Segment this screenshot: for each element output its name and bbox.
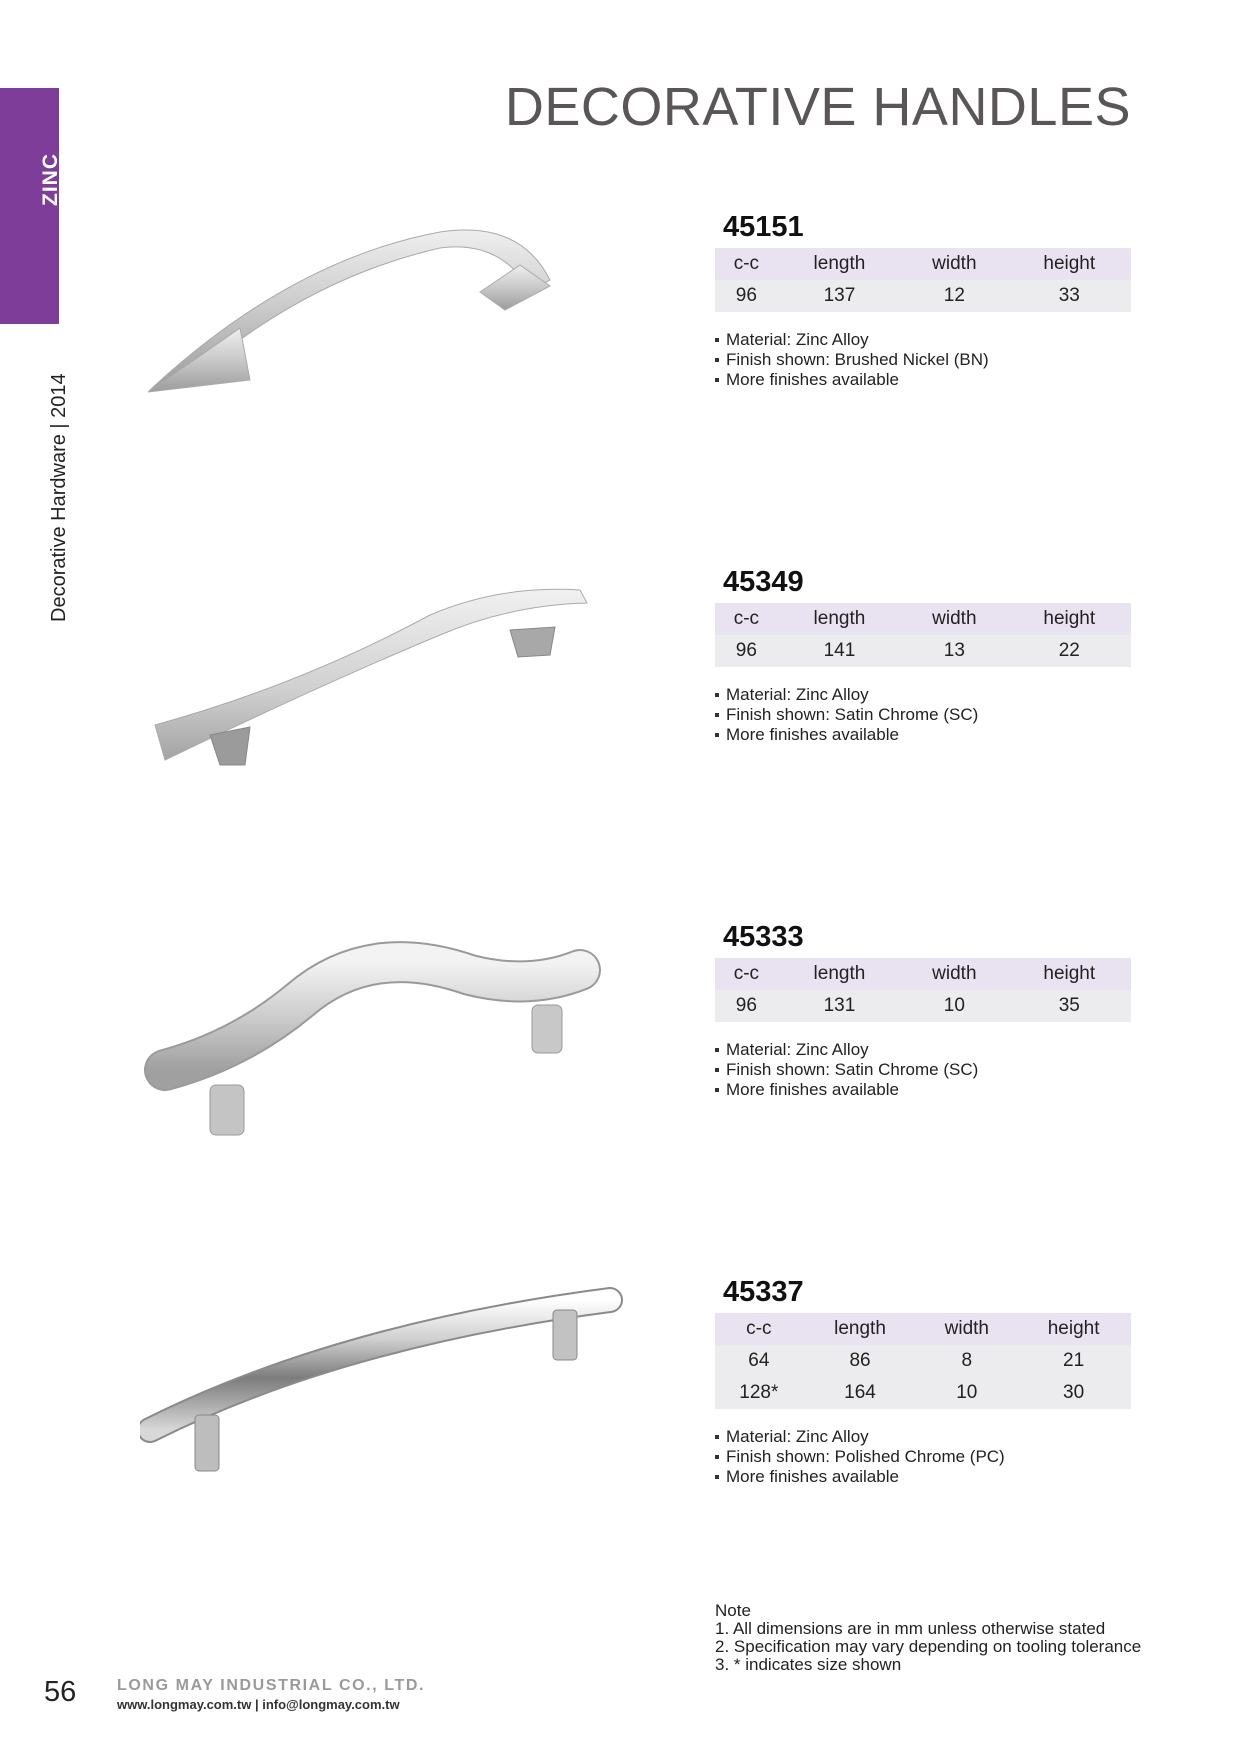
cell-cc: 96 [715,280,778,312]
header-cc: c-c [715,248,778,280]
header-height: height [1008,603,1131,635]
cell-height: 30 [1016,1377,1131,1409]
notes [715,1602,1141,1674]
page-number: 56 [44,1676,77,1708]
feature-item: Material: Zinc Alloy [715,1040,1131,1060]
product-code: 45337 [723,1276,804,1308]
page-title: DECORATIVE HANDLES [504,77,1131,137]
cell-height: 22 [1008,635,1131,667]
spec-header-row [715,603,1131,635]
feature-item: Material: Zinc Alloy [715,330,1131,350]
spec-table [715,248,1131,312]
feature-item: Finish shown: Polished Chrome (PC) [715,1447,1131,1467]
cell-width: 12 [901,280,1007,312]
company-name: LONG MAY INDUSTRIAL CO., LTD. [117,1677,426,1694]
product-code: 45349 [723,566,804,598]
spec-row [715,280,1131,312]
feature-item: Material: Zinc Alloy [715,1427,1131,1447]
header-cc: c-c [715,603,778,635]
note-item: 3. * indicates size shown [715,1655,902,1674]
product-info [715,920,1131,1100]
product-45349 [0,565,1241,865]
feature-item: More finishes available [715,725,1131,745]
spec-row [715,990,1131,1022]
spec-table [715,1313,1131,1409]
cell-height: 21 [1016,1345,1131,1377]
company-contact: www.longmay.com.tw | info@longmay.com.tw [117,1697,400,1712]
feature-list [715,1040,1131,1100]
cell-cc: 96 [715,990,778,1022]
feature-item: Material: Zinc Alloy [715,685,1131,705]
header-width: width [901,603,1007,635]
header-height: height [1008,958,1131,990]
spec-header-row [715,958,1131,990]
header-height: height [1008,248,1131,280]
cell-width: 10 [917,1377,1016,1409]
cell-length: 86 [803,1345,918,1377]
feature-item: More finishes available [715,370,1131,390]
category-tab-label: ZINC [39,153,62,206]
feature-item: Finish shown: Satin Chrome (SC) [715,1060,1131,1080]
header-length: length [803,1313,918,1345]
spec-table [715,603,1131,667]
cell-height: 35 [1008,990,1131,1022]
product-info [715,210,1131,390]
spec-row [715,635,1131,667]
header-width: width [901,248,1007,280]
feature-list [715,330,1131,390]
feature-item: More finishes available [715,1467,1131,1487]
product-45333 [0,920,1241,1220]
feature-list [715,685,1131,745]
spec-header-row [715,248,1131,280]
product-info [715,1275,1131,1487]
cell-cc: 128* [715,1377,803,1409]
feature-item: More finishes available [715,1080,1131,1100]
header-width: width [917,1313,1016,1345]
cell-width: 13 [901,635,1007,667]
feature-item: Finish shown: Brushed Nickel (BN) [715,350,1131,370]
cell-width: 10 [901,990,1007,1022]
header-cc: c-c [715,1313,803,1345]
note-item: 2. Specification may vary depending on tooling tolerance [715,1637,1142,1656]
triangle-base-handle-icon [140,210,640,450]
header-height: height [1016,1313,1131,1345]
product-info [715,565,1131,745]
wave-flat-handle-icon [140,565,640,805]
spec-row [715,1345,1131,1377]
spec-row [715,1377,1131,1409]
cell-width: 8 [917,1345,1016,1377]
product-45337 [0,1275,1241,1575]
note-item: 1. All dimensions are in mm unless otherwise stated [715,1619,1106,1638]
cell-length: 137 [778,280,901,312]
header-length: length [778,958,901,990]
feature-list [715,1427,1131,1487]
curved-bar-handle-icon [140,1275,640,1515]
catalog-caption: Decorative Hardware | 2014 [48,373,70,622]
cell-length: 141 [778,635,901,667]
cell-length: 164 [803,1377,918,1409]
cell-length: 131 [778,990,901,1022]
feature-item: Finish shown: Satin Chrome (SC) [715,705,1131,725]
cell-height: 33 [1008,280,1131,312]
spec-header-row [715,1313,1131,1345]
header-length: length [778,248,901,280]
product-code: 45333 [723,921,804,953]
header-width: width [901,958,1007,990]
cell-cc: 64 [715,1345,803,1377]
company-block [117,1677,425,1712]
cell-cc: 96 [715,635,778,667]
s-curve-handle-icon [140,920,640,1160]
product-45151 [0,210,1241,510]
header-cc: c-c [715,958,778,990]
note-title: Note [715,1601,751,1620]
product-code: 45151 [723,211,804,243]
spec-table [715,958,1131,1022]
header-length: length [778,603,901,635]
